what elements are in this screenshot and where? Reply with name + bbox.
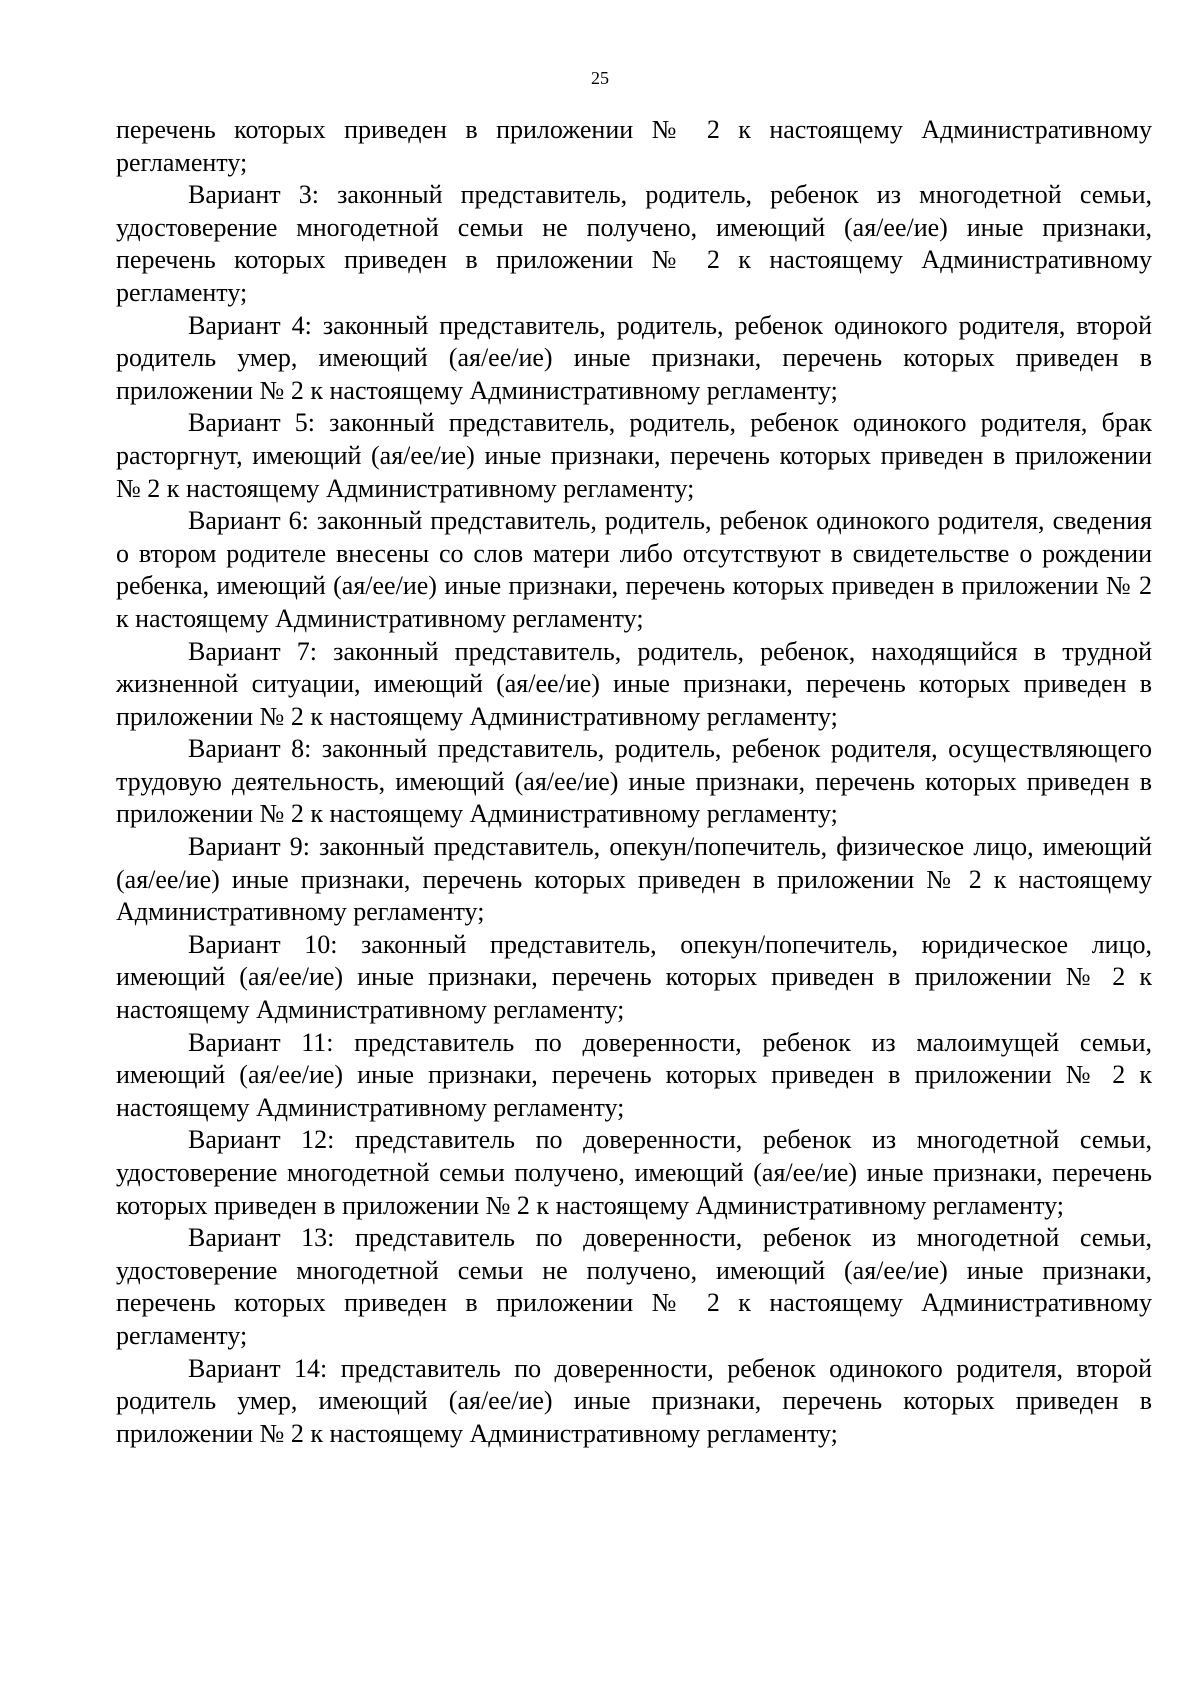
paragraph-variant-3: Вариант 3: законный представитель, родитель, ребенок из многодетной семьи, удостоверение многодетной семьи не получено, имеющий (ая/ее/ие) иные признаки, перечень которых приведен в приложении № 2 к настоящему Административному регламенту; <box>116 180 1152 307</box>
paragraph-variant-4: Вариант 4: законный представитель, родитель, ребенок одинокого родителя, второй родитель умер, имеющий (ая/ее/ие) иные признаки, перечень которых приведен в приложении № 2 к настоящему Административному регламенту; <box>116 310 1152 405</box>
paragraph-variant-14: Вариант 14: представитель по доверенности, ребенок одинокого родителя, второй родитель умер, имеющий (ая/ее/ие) иные признаки, перечень которых приведен в приложении № 2 к настоящему Административному регламенту; <box>116 1353 1152 1448</box>
document-body <box>116 114 1152 1450</box>
paragraph-variant-13: Вариант 13: представитель по доверенности, ребенок из многодетной семьи, удостоверение многодетной семьи не получено, имеющий (ая/ее/ие) иные признаки, перечень которых приведен в приложении № 2 к настоящему Административному регламенту; <box>116 1223 1152 1350</box>
paragraph-continuation: перечень которых приведен в приложении № 2 к настоящему Административному регламенту; <box>116 115 1152 177</box>
paragraph-variant-12: Вариант 12: представитель по доверенности, ребенок из многодетной семьи, удостоверение многодетной семьи получено, имеющий (ая/ее/ие) иные признаки, перечень которых приведен в приложении № 2 к настоящему Административному регламенту; <box>116 1125 1152 1220</box>
paragraph-variant-11: Вариант 11: представитель по доверенности, ребенок из малоимущей семьи, имеющий (ая/ее/ие) иные признаки, перечень которых приведен в приложении № 2 к настоящему Административному регламенту; <box>116 1027 1152 1122</box>
paragraph-variant-5: Вариант 5: законный представитель, родитель, ребенок одинокого родителя, брак расторгнут, имеющий (ая/ее/ие) иные признаки, перечень которых приведен в приложении № 2 к настоящему Административному регламенту; <box>116 408 1152 503</box>
paragraph-variant-10: Вариант 10: законный представитель, опекун/попечитель, юридическое лицо, имеющий (ая/ее/ие) иные признаки, перечень которых приведен в приложении № 2 к настоящему Административному регламенту; <box>116 929 1152 1025</box>
paragraph-variant-8: Вариант 8: законный представитель, родитель, ребенок родителя, осуществляющего трудовую деятельность, имеющий (ая/ее/ие) иные признаки, перечень которых приведен в приложении № 2 к настоящему Административному регламенту; <box>116 734 1152 829</box>
paragraph-variant-6: Вариант 6: законный представитель, родитель, ребенок одинокого родителя, сведения о втором родителе внесены со слов матери либо отсутствуют в свидетельстве о рождении ребенка, имеющий (ая/ее/ие) иные признаки, перечень которых приведен в приложении № 2 к настоящему Административному регламенту; <box>116 506 1152 633</box>
paragraph-variant-9: Вариант 9: законный представитель, опекун/попечитель, физическое лицо, имеющий (ая/ее/ие) иные признаки, перечень которых приведен в приложении № 2 к настоящему Административному регламенту; <box>116 832 1152 927</box>
page-number: 25 <box>591 68 609 88</box>
paragraph-variant-7: Вариант 7: законный представитель, родитель, ребенок, находящийся в трудной жизненной ситуации, имеющий (ая/ее/ие) иные признаки, перечень которых приведен в приложении № 2 к настоящему Административному регламенту; <box>116 636 1152 731</box>
